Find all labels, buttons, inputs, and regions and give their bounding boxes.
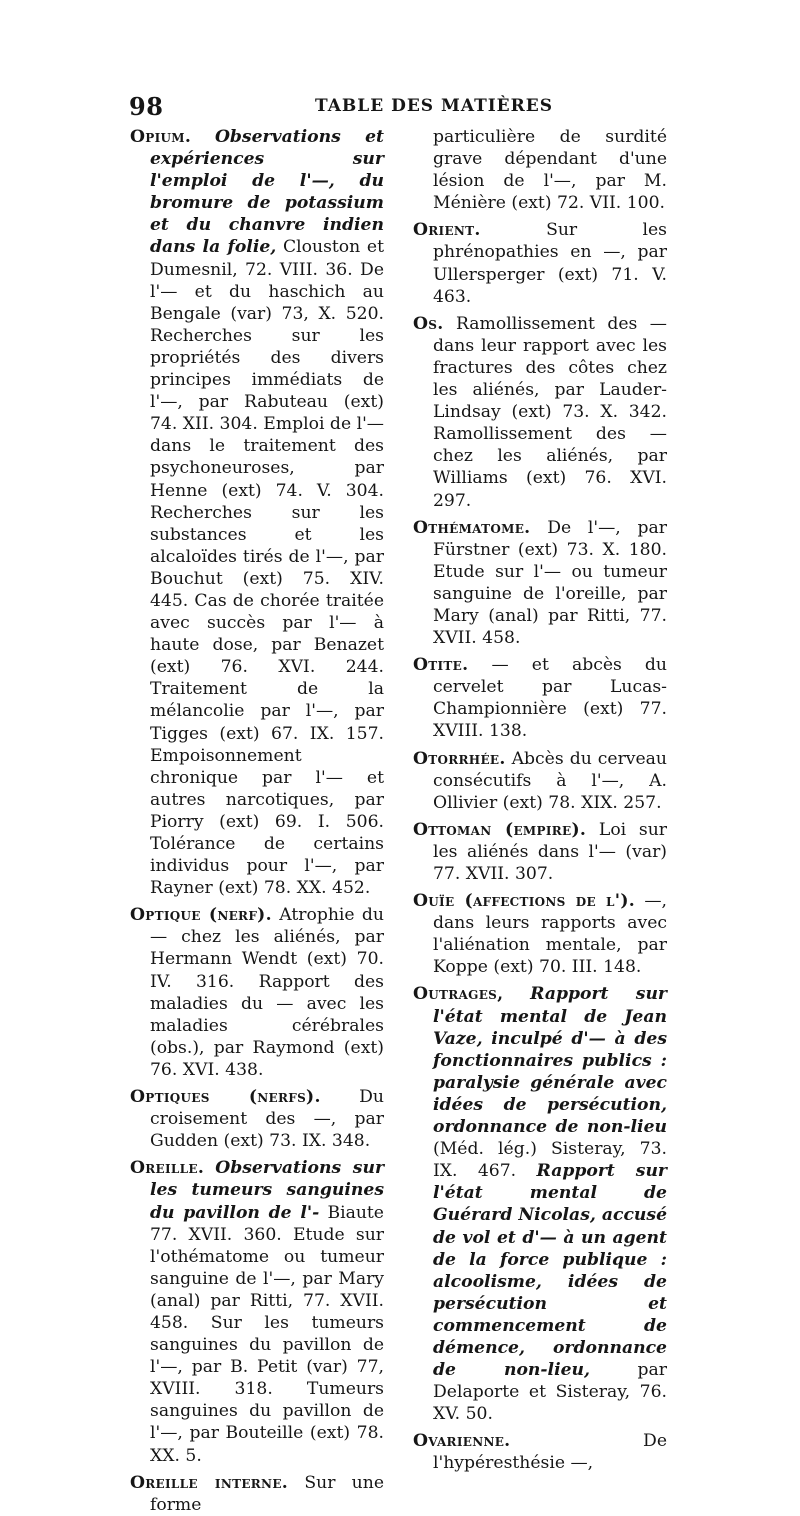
- entry-text: Clouston et Dumesnil, 72. VIII. 36. De l'— et du haschich au Bengale (var) 73, X. 520. Recherches sur les propriétés des divers principes immédiats de l'—, par Rabuteau (ext) 74. XII. 304. Emploi de l'— dans le traitement des psychoneuroses, par Henne (ext) 74. V. 304. Recherches sur les substances et les alcaloïdes tirés de l'—, par Bouchut (ext) 75. XIV. 445. Cas de chorée traitée avec succès par l'— à haute dose, par Benazet (ext) 76. XVI. 244. Traitement de la mélancolie par l'—, par Tigges (ext) 67. IX. 157. Empoisonnement chronique par l'— et autres narcotiques, par Piorry (ext) 69. I. 506. Tolérance de certains individus pour l'—, par Rayner (ext) 78. XX. 452.: [150, 237, 384, 899]
- entry-term: Outrages,: [413, 984, 504, 1005]
- index-entry-outrages: [413, 983, 667, 1425]
- entry-text: Sur les phrénopathies en —, par Ullersperger (ext) 71. V. 463.: [433, 220, 668, 307]
- entry-term: Ouïe (affections de l').: [413, 891, 636, 912]
- entry-text: Sur une forme: [150, 1472, 384, 1515]
- entry-term: Orient.: [413, 220, 481, 241]
- index-entry-oreille-interne: [130, 1472, 384, 1516]
- entry-text: particulière de surdité grave dépendant d'une lésion de l'—, par M. Ménière (ext) 72. VII. 100.: [433, 127, 667, 214]
- index-entry-opium: [130, 126, 384, 899]
- entry-text: De l'—, par Fürstner (ext) 73. X. 180. Etude sur l'— ou tumeur sanguine de l'oreille, par Mary (anal) par Ritti, 77. XVII. 458.: [433, 517, 667, 649]
- index-entry-optique-nerf: [130, 904, 384, 1081]
- entry-italic-title: Observations et expériences sur l'emploi de l'—, du bromure de potassium et du chanvre indien dans la folie,: [150, 127, 385, 258]
- entry-term: Oreille interne.: [130, 1472, 289, 1493]
- entry-text: Atrophie du — chez les aliénés, par Hermann Wendt (ext) 70. IV. 316. Rapport des maladies du — avec les maladies cérébrales (obs.), par Raymond (ext) 76. XVI. 438.: [150, 905, 384, 1080]
- index-entry-ovarienne: [413, 1430, 667, 1474]
- index-entry-ouie: [413, 890, 667, 978]
- entry-term: Othématome.: [413, 517, 531, 538]
- page-number: 98: [129, 92, 164, 121]
- index-entry-otite: [413, 654, 667, 742]
- entry-term: Optiques (nerfs).: [130, 1087, 321, 1108]
- entry-term: Ottoman (empire).: [413, 819, 587, 840]
- entry-text: Loi sur les aliénés dans l'— (var) 77. XVII. 307.: [433, 819, 668, 884]
- index-entry-otorrhee: [413, 748, 667, 814]
- entry-text: Du croisement des —, par Gudden (ext) 73. IX. 348.: [150, 1087, 385, 1152]
- entry-term: Opium.: [130, 127, 192, 147]
- entry-text: — et abcès du cervelet par Lucas-Championnière (ext) 77. XVIII. 138.: [433, 655, 667, 742]
- index-entry-ottoman-empire: [413, 819, 667, 885]
- index-entry-optiques-nerfs: [130, 1086, 384, 1152]
- entry-italic-title: Rapport sur l'état mental de Jean Vaze, inculpé d'— à des fonctionnaires publics : paralysie générale avec idées de persécution, ordonnance de non-lieu: [433, 984, 667, 1138]
- entry-text: (Méd. lég.) Sisteray, 73. IX. 467.: [433, 1139, 667, 1182]
- entry-text: Biaute 77. XVII. 360. Etude sur l'othématome ou tumeur sanguine de l'—, par Mary (anal) par Ritti, 77. XVII. 458. Sur les tumeurs sanguines du pavillon de l'—, par B. Petit (var) 77, XVIII. 318. Tumeurs sanguines du pavillon de l'—, par Bouteille (ext) 78. XX. 5.: [150, 1202, 384, 1466]
- index-entry-oreille: [130, 1157, 384, 1466]
- left-column: [130, 126, 384, 1516]
- entry-text-2: par Delaporte et Sisteray, 76. XV. 50.: [433, 1360, 667, 1425]
- entry-text: De l'hypéresthésie —,: [433, 1431, 667, 1474]
- index-entry-os: [413, 313, 667, 512]
- entry-term: Optique (nerf).: [130, 905, 272, 926]
- entry-term: Otorrhée.: [413, 748, 506, 769]
- entry-text: Ramollissement des — dans leur rapport avec les fractures des côtes chez les aliénés, par Lauder-Lindsay (ext) 73. X. 342. Ramollissement des — chez les aliénés, par Williams (ext) 76. XVI. 297.: [433, 313, 667, 511]
- right-column: [413, 126, 667, 1475]
- entry-text: —, dans leurs rapports avec l'aliénation mentale, par Koppe (ext) 70. III. 148.: [433, 891, 668, 978]
- entry-term: Os.: [413, 313, 444, 334]
- entry-italic-title: Observations sur les tumeurs sanguines du pavillon de l'-: [150, 1158, 384, 1223]
- entry-text: Abcès du cerveau consécutifs à l'—, A. Ollivier (ext) 78. XIX. 257.: [433, 748, 667, 813]
- index-entry-othematome: [413, 517, 667, 650]
- index-entry-continuation: [413, 126, 667, 214]
- index-entry-orient: [413, 219, 667, 307]
- entry-term: Otite.: [413, 655, 469, 676]
- page-header: [125, 92, 685, 122]
- entry-term: Oreille.: [130, 1158, 205, 1179]
- entry-term: Ovarienne.: [413, 1431, 511, 1452]
- running-head: TABLE DES MATIÈRES: [315, 96, 554, 116]
- entry-italic-title-2: Rapport sur l'état mental de Guérard Nicolas, accusé de vol et d'— à un agent de la force publique : alcoolisme, idées de persécution et commencement de démence, ordonnance de non-lieu,: [433, 1161, 668, 1381]
